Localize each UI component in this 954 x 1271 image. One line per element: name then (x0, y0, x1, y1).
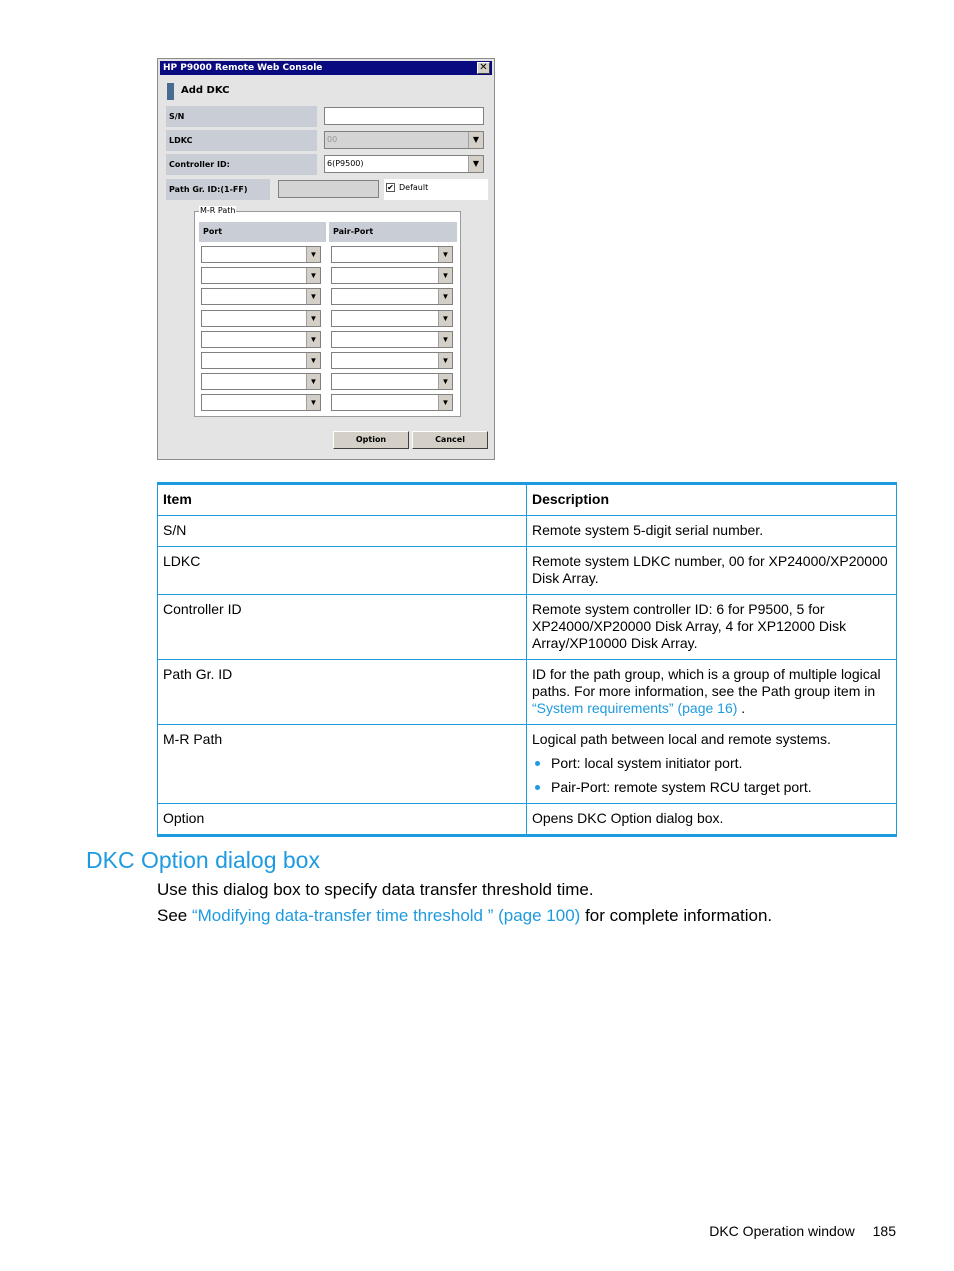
modifying-threshold-link[interactable]: “Modifying data-transfer time threshold ” (page 100) (191, 906, 581, 925)
description-cell (527, 725, 897, 804)
page-footer (709, 1223, 896, 1239)
pair-port-select[interactable] (331, 267, 453, 284)
pair-port-select[interactable] (331, 394, 453, 411)
item-cell: Path Gr. ID (158, 660, 527, 725)
default-checkbox-area (384, 179, 488, 200)
chevron-down-icon: ▼ (306, 374, 320, 389)
table-header-row (158, 484, 897, 516)
chevron-down-icon: ▼ (438, 395, 452, 410)
description-cell: Remote system LDKC number, 00 for XP24000/XP20000 Disk Array. (527, 547, 897, 595)
pair-port-select[interactable] (331, 352, 453, 369)
path-group-input[interactable] (278, 180, 379, 198)
chevron-down-icon: ▼ (306, 395, 320, 410)
table-row (158, 725, 897, 804)
mr-path-group (194, 206, 461, 417)
chevron-down-icon: ▼ (306, 289, 320, 304)
pair-port-select[interactable] (331, 246, 453, 263)
table-row (158, 660, 897, 725)
chevron-down-icon: ▼ (306, 247, 320, 262)
port-select[interactable] (201, 310, 321, 327)
description-cell: Remote system 5-digit serial number. (527, 516, 897, 547)
table-row (158, 804, 897, 836)
description-cell (527, 660, 897, 725)
chevron-down-icon: ▼ (438, 268, 452, 283)
item-description-table (157, 482, 897, 837)
chevron-down-icon: ▼ (306, 268, 320, 283)
chevron-down-icon: ▼ (438, 289, 452, 304)
description-column-header: Description (527, 484, 897, 516)
chevron-down-icon: ▼ (468, 132, 483, 148)
chevron-down-icon: ▼ (468, 156, 483, 172)
item-cell: Option (158, 804, 527, 836)
section-paragraph: Use this dialog box to specify data transfer threshold time. (157, 880, 594, 899)
pair-port-column-header: Pair-Port (329, 222, 457, 242)
bullet-list (532, 755, 891, 796)
controller-id-select[interactable] (324, 155, 484, 173)
ldkc-label: LDKC (166, 130, 317, 151)
ldkc-value: 00 (327, 135, 338, 144)
system-requirements-link[interactable]: “System requirements” (page 16) (532, 700, 738, 716)
table-row (158, 547, 897, 595)
add-dkc-dialog (157, 58, 495, 460)
chevron-down-icon: ▼ (438, 247, 452, 262)
chevron-down-icon: ▼ (306, 353, 320, 368)
description-text-end: . (737, 700, 746, 716)
item-column-header: Item (158, 484, 527, 516)
cancel-button[interactable]: Cancel (412, 431, 488, 449)
table-row (158, 516, 897, 547)
chevron-down-icon: ▼ (306, 332, 320, 347)
port-column-header: Port (199, 222, 326, 242)
pair-port-select[interactable] (331, 331, 453, 348)
port-select[interactable] (201, 246, 321, 263)
description-cell: Opens DKC Option dialog box. (527, 804, 897, 836)
item-cell: S/N (158, 516, 527, 547)
section-heading: DKC Option dialog box (86, 847, 320, 873)
description-text: ID for the path group, which is a group of multiple logical paths. For more information, see the Path group item in (532, 666, 881, 699)
chevron-down-icon: ▼ (438, 311, 452, 326)
controller-id-value: 6(P9500) (327, 159, 364, 168)
ldkc-select[interactable] (324, 131, 484, 149)
page-number: 185 (872, 1223, 896, 1239)
item-cell: LDKC (158, 547, 527, 595)
port-select[interactable] (201, 394, 321, 411)
description-text: Logical path between local and remote systems. (532, 731, 831, 747)
option-button[interactable]: Option (333, 431, 409, 449)
footer-section-name: DKC Operation window (709, 1223, 855, 1239)
mr-path-group-title: M-R Path (200, 206, 236, 215)
chevron-down-icon: ▼ (438, 353, 452, 368)
description-cell: Remote system controller ID: 6 for P9500, 5 for XP24000/XP20000 Disk Array, 4 for XP12000 Disk Array/XP10000 Disk Array. (527, 595, 897, 660)
pair-port-select[interactable] (331, 310, 453, 327)
dialog-titlebar (160, 61, 492, 75)
item-cell: M-R Path (158, 725, 527, 804)
path-group-label: Path Gr. ID:(1-FF) (166, 179, 270, 200)
default-checkbox[interactable]: ✔ (387, 183, 394, 192)
sn-input[interactable] (324, 107, 484, 125)
pair-port-select[interactable] (331, 288, 453, 305)
port-select[interactable] (201, 373, 321, 390)
sn-label: S/N (166, 106, 317, 127)
section-paragraph-reference (157, 906, 772, 926)
list-item: Pair-Port: remote system RCU target port. (532, 779, 891, 796)
heading-marker (167, 83, 174, 100)
port-select[interactable] (201, 288, 321, 305)
reference-prefix: See (157, 906, 192, 925)
item-cell: Controller ID (158, 595, 527, 660)
close-icon[interactable]: ✕ (477, 62, 490, 74)
chevron-down-icon: ▼ (438, 374, 452, 389)
reference-suffix: for complete information. (580, 906, 773, 925)
controller-id-label: Controller ID: (166, 154, 317, 175)
dialog-window-title: HP P9000 Remote Web Console (163, 63, 323, 73)
default-checkbox-label: Default (399, 183, 429, 192)
port-select[interactable] (201, 352, 321, 369)
table-row (158, 595, 897, 660)
chevron-down-icon: ▼ (306, 311, 320, 326)
dialog-heading: Add DKC (181, 85, 230, 96)
port-select[interactable] (201, 331, 321, 348)
port-select[interactable] (201, 267, 321, 284)
chevron-down-icon: ▼ (438, 332, 452, 347)
pair-port-select[interactable] (331, 373, 453, 390)
list-item: Port: local system initiator port. (532, 755, 891, 772)
